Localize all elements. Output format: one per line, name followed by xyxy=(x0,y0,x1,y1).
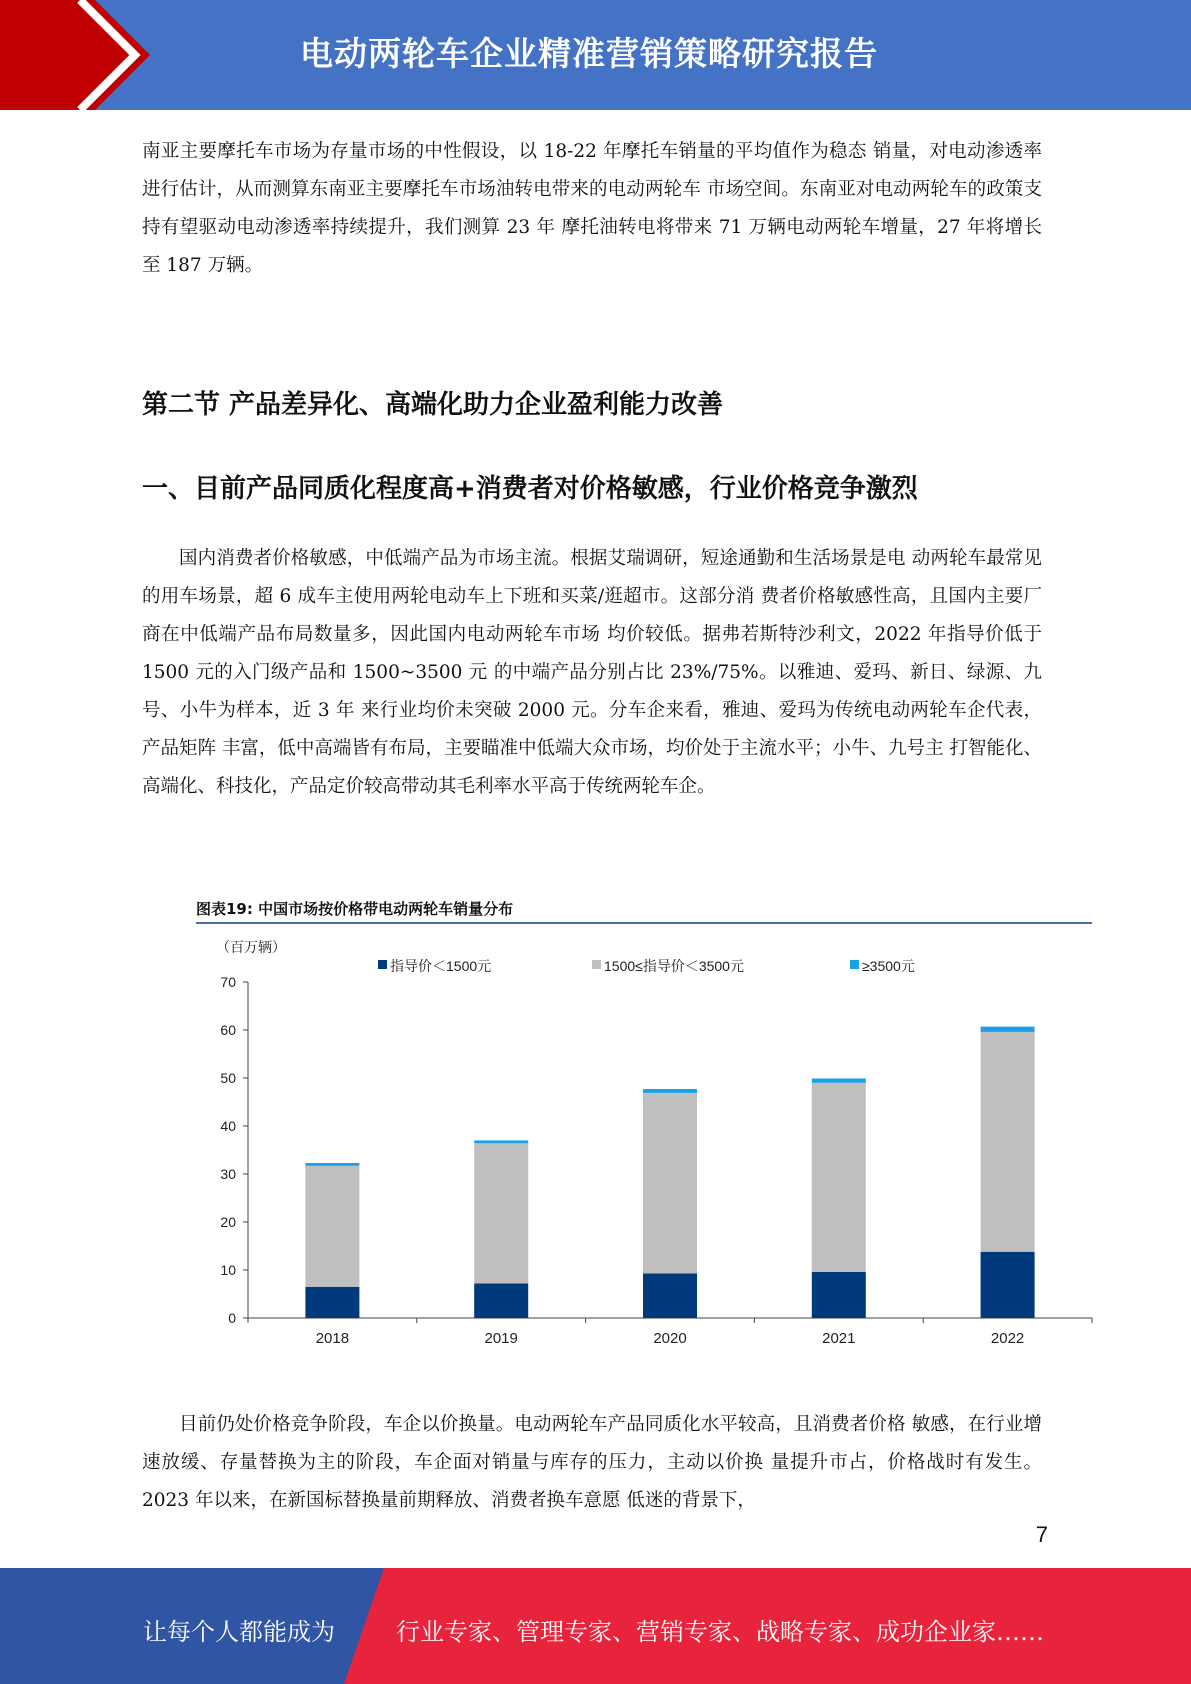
subsection-title: 一、目前产品同质化程度高+消费者对价格敏感，行业价格竞争激烈 xyxy=(142,474,918,504)
bars-group xyxy=(305,1027,1034,1318)
x-tick-label: 2020 xyxy=(653,1330,687,1347)
y-unit-label: （百万辆） xyxy=(216,939,286,955)
x-tick-label: 2021 xyxy=(822,1330,856,1347)
bar-segment xyxy=(305,1163,359,1166)
y-tick-label: 0 xyxy=(228,1310,236,1326)
bar-segment xyxy=(981,1252,1035,1318)
legend-label: 指导价＜1500元 xyxy=(390,958,492,974)
page-header xyxy=(0,0,1191,110)
legend-label: 1500≤指导价＜3500元 xyxy=(604,958,744,974)
page-number: 7 xyxy=(1035,1522,1048,1547)
y-tick-label: 70 xyxy=(220,974,236,990)
x-tick-label: 2018 xyxy=(315,1330,350,1347)
header-arrow-decoration xyxy=(0,0,150,110)
intro-paragraph: 南亚主要摩托车市场为存量市场的中性假设，以 18-22 年摩托车销量的平均值作为稳态 销量，对电动渗透率进行估计，从而测算东南亚主要摩托车市场油转电带来的电动两轮车 市场空间。东南亚对电动两轮车的政策支持有望驱动电动渗透率持续提升，我们测算 23 年 摩托油转电将带来 71 万辆电动两轮车增量，27 年将增长至 187 万辆。 xyxy=(142,141,1042,276)
y-tick-label: 10 xyxy=(220,1262,236,1278)
sales-by-price-chart xyxy=(180,930,1100,1350)
y-tick-label: 20 xyxy=(220,1214,236,1230)
bar-segment xyxy=(812,1083,866,1272)
bar-segment xyxy=(474,1140,528,1143)
section-title: 第二节 产品差异化、高端化助力企业盈利能力改善 xyxy=(142,390,724,420)
bar-segment xyxy=(643,1273,697,1318)
x-tick-label: 2019 xyxy=(484,1330,518,1347)
bar-segment xyxy=(812,1272,866,1318)
body-paragraph-price-sensitivity: 国内消费者价格敏感，中低端产品为市场主流。根据艾瑞调研，短途通勤和生活场景是电 动两轮车最常见的用车场景，超 6 成车主使用两轮电动车上下班和买菜/逛超市。这部分消 费者价格敏感性高，且国内主要厂商在中低端产品布局数量多，因此国内电动两轮车市场 均价较低。据弗若斯特沙利文，2022 年指导价低于 1500 元的入门级产品和 1500~3500 元 的中端产品分别占比 23%/75%。以雅迪、爱玛、新日、绿源、九号、小牛为样本，近 3 年 来行业均价未突破 2000 元。分车企来看，雅迪、爱玛为传统电动两轮车企代表，产品矩阵 丰富，低中高端皆有布局，主要瞄准中低端大众市场，均价处于主流水平；小牛、九号主 打智能化、高端化、科技化，产品定价较高带动其毛利率水平高于传统两轮车企。 xyxy=(142,548,1042,797)
bar-segment xyxy=(305,1287,359,1318)
legend-swatch xyxy=(850,960,859,969)
legend-label: ≥3500元 xyxy=(862,958,915,974)
bar-segment xyxy=(474,1283,528,1318)
page-footer xyxy=(0,1568,1191,1684)
bar-segment xyxy=(981,1032,1035,1252)
body-paragraph-price-war: 目前仍处价格竞争阶段，车企以价换量。电动两轮车产品同质化水平较高，且消费者价格 敏感，在行业增速放缓、存量替换为主的阶段，车企面对销量与库存的压力，主动以价换 量提升市占，价格战时有发生。2023 年以来，在新国标替换量前期释放、消费者换车意愿 低迷的背景下， xyxy=(142,1414,1042,1511)
chart-title: 图表19: 中国市场按价格带电动两轮车销量分布 xyxy=(196,900,514,918)
bar-segment xyxy=(305,1166,359,1287)
report-title: 电动两轮车企业精准营销策略研究报告 xyxy=(300,34,878,73)
chart-title-rule xyxy=(196,922,1092,924)
y-tick-label: 60 xyxy=(220,1022,236,1038)
y-tick-label: 30 xyxy=(220,1166,236,1182)
footer-slogan-left: 让每个人都能成为 xyxy=(143,1618,335,1646)
y-tick-label: 50 xyxy=(220,1070,236,1086)
footer-slogan-right: 行业专家、管理专家、营销专家、战略专家、成功企业家…… xyxy=(396,1618,1044,1646)
x-tick-label: 2022 xyxy=(990,1330,1025,1347)
legend-swatch xyxy=(378,960,387,969)
bar-segment xyxy=(981,1027,1035,1032)
y-tick-label: 40 xyxy=(220,1118,236,1134)
bar-segment xyxy=(474,1143,528,1283)
bar-segment xyxy=(643,1089,697,1093)
bar-segment xyxy=(812,1078,866,1082)
legend-swatch xyxy=(592,960,601,969)
bar-segment xyxy=(643,1093,697,1273)
y-axis xyxy=(220,974,248,1326)
chart-legend xyxy=(378,958,915,974)
x-axis xyxy=(248,1318,1092,1347)
